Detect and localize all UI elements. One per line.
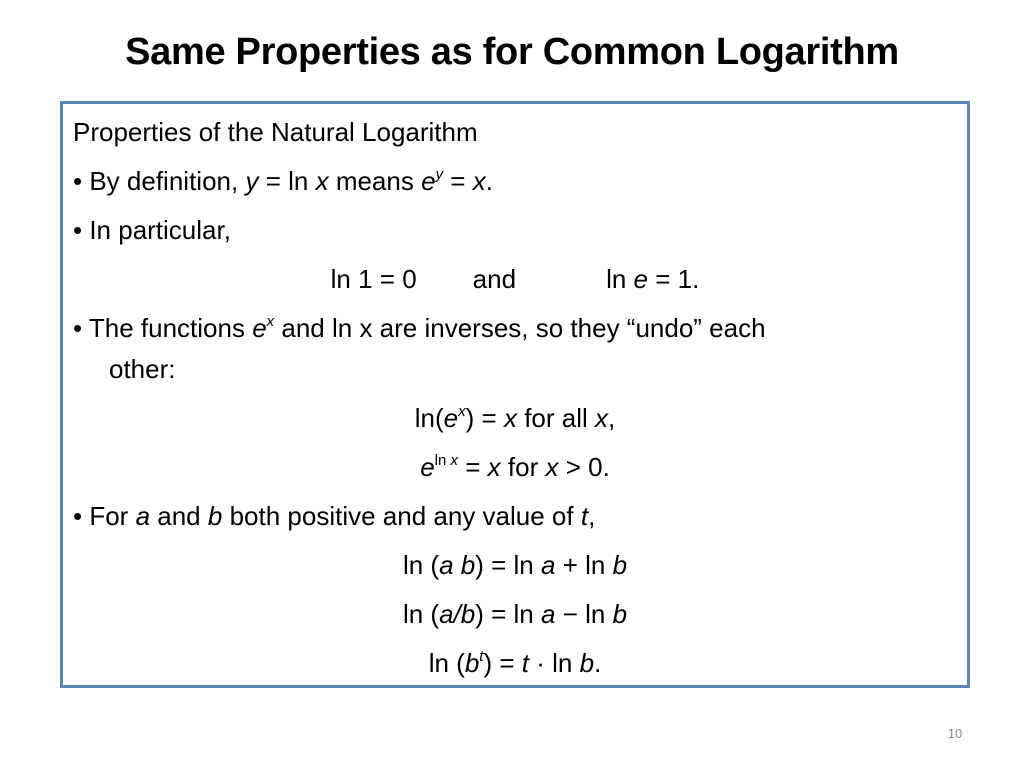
inverse-equation-1: $\ln(e^x) = x$ for all x, [414,403,616,433]
power-rule: $\ln (b^t) = t \cdot \ln b$. [428,648,602,678]
positive-line: • For a and b both positive and any value of t, [73,501,596,531]
inverses-line: • The functions $e^x$ and ln x are inverses, so they “undo” each [73,313,766,343]
properties-box [60,101,970,688]
inverses-continuation: other: [109,354,176,384]
product-rule: ln (a b) = ln a + ln b [402,550,628,580]
slide-title: Same Properties as for Common Logarithm [125,31,899,73]
box-heading: Properties of the Natural Logarithm [73,117,478,147]
page-number: 10 [947,726,963,741]
quotient-rule: ln (a/b) = ln a − ln b [402,599,628,629]
inverse-equation-2: $e^{ln x} = x$ for x > 0. [420,452,610,482]
definition-line: • By definition, y = ln x means $e^y = x$. [73,166,493,196]
particular-line: • In particular, [73,215,231,245]
special-values-line: ln 1 = 0 and ln e = 1. [330,264,700,294]
